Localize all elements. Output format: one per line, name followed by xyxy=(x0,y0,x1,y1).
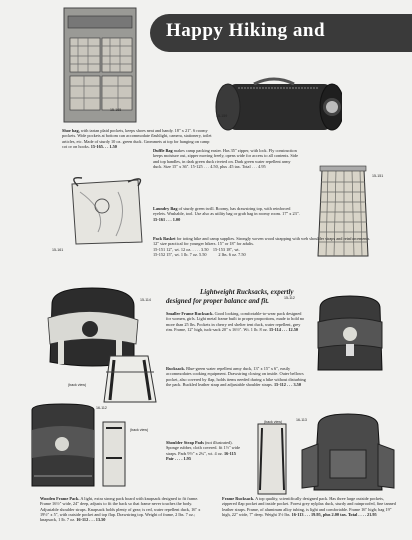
shoe-bag-title: Shoe bag, xyxy=(62,128,80,133)
smaller-frame-text: Good looking, comfortable-to-wear pack designed for women, girls. Light metal frame built to proper proportions, made to hold no more than 25 lbs. Pockets in cherry red shelter tent duck, water repellent, grey rim. Frame, 12" high, tuck-sack 20" x 16½". Wt. 1 lb. 8 oz. xyxy=(166,311,305,332)
large-rucksack-code: 15-112 xyxy=(284,296,295,300)
duffle-text: makes camp packing easier. Has 35" zipper, with lock. Fly construction keeps moisture out, zipper moving freely, opens wide for access to all contents. Side and top handles, in dark green duck riveted on. Dark green water repellent army duck. Size 15" x 36". 15-125 . . . 4.50, plus .45 tax. Total . . . 4.95 xyxy=(153,148,299,169)
shoe-bag-code: 15-165 xyxy=(110,108,122,112)
back-view-label-1: (back view) xyxy=(68,383,87,387)
duffle-bag-illustration xyxy=(214,70,342,144)
wooden-frame-title: Wooden Frame Pack. xyxy=(40,496,80,501)
frame-rucksack-price: 16-113 . . . 19.95, plus 2.00 tax. Total . . . . 21.95 xyxy=(291,511,377,517)
wooden-frame-back-illustration xyxy=(100,418,130,492)
laundry-bag-code: 15-161 xyxy=(52,248,64,252)
rucksack-price: 15-112 . . . 3.50 xyxy=(274,381,301,387)
smaller-frame-description xyxy=(166,311,306,332)
shoulder-pads-text: (not illustrated). Sponge rubber, cloth covered. fit 1½" wide straps. Pads 9½" x 2¾", wt. 4 oz. xyxy=(166,440,241,456)
smaller-frame-title: Smaller Frame Rucksack. xyxy=(166,311,214,316)
wooden-frame-description xyxy=(40,496,210,522)
shoulder-pads-description xyxy=(166,440,240,461)
rucksack-text: Blue-green water repellent army duck, 13" x 15" x 6", easily accommodates cooking equipment. Drawstring closing on inside. Outer bellows pocket, also covered by flap, holds items needed during a hike without disturbing the pack. Buckled leather strap and adjustable shoulder straps. xyxy=(166,366,306,387)
duffle-bag-code: 15-159 xyxy=(216,114,228,118)
back-view-label-3: (back view) xyxy=(264,420,283,424)
duffle-title: Duffle Bag xyxy=(153,148,173,153)
banner-title: Happy Hiking and xyxy=(166,20,326,41)
frame-rucksack-back-illustration xyxy=(254,420,292,502)
wooden-frame-text: A light, extra strong pack board with knapsack designed to fit frame. Frame 16½" wide, 24" deep, adjusts to fit the back so that frame never touches the body. Adjustable shoulder straps. Knapsack holds plenty of gear; is red, water repellent duck, 16" x 19½" x 5", with outside pocket and top flap. Drawstring top. Weight of frame, 2 lbs. 7 oz.; knapsack, 1 lb. 7 oz. xyxy=(40,496,201,523)
rucksacks-header-line-1: Lightweight Rucksacks, expertly xyxy=(200,288,294,296)
small-rucksack-back-illustration xyxy=(96,352,164,408)
rucksack-description xyxy=(166,366,306,387)
shoulder-pads-price: 16-115 Pair . . . . 1.95 xyxy=(166,450,236,461)
back-view-label-2: (back view) xyxy=(130,428,149,432)
rucksack-title: Rucksack. xyxy=(166,366,185,371)
laundry-text: of sturdy green twill. Roomy, has drawstring top, with reinforced eyelets. Washable, tool. Use also as utility bag or grab bag in roomy room. 17" x 23". xyxy=(153,206,300,217)
frame-rucksack-illustration xyxy=(298,410,398,496)
shoe-bag-text: with tartan plaid pockets, keeps shoes neat and handy. 18" x 21". 6 roomy pockets. Wide pockets at bottom can accommodate flashlight, camera, stationery, toilet articles, etc. Made of sturdy 10 oz. green duck. Grommets at top for hanging on camp cot or on hooks. xyxy=(62,128,212,149)
laundry-price: 15-161 . . . 1.00 xyxy=(153,216,181,222)
laundry-bag-illustration xyxy=(58,172,152,254)
wooden-frame-code: 16-112 xyxy=(96,406,107,410)
wooden-frame-pack-illustration xyxy=(26,402,100,494)
laundry-title: Laundry Bag xyxy=(153,206,178,211)
laundry-description xyxy=(153,206,301,222)
duffle-description xyxy=(153,148,301,169)
frame-rucksack-text: A top quality, scientifically designed pack. Has three large outside pockets, zippered flap pocket and inside pocket. Forest grey nylplax duck, sturdy and rainproofed, fine tanned leather straps. Frame, of aluminum alloy tubing, is light and comfortable. Frame 16" high; bag 19" high, 22" wide, 7" deep. Weight 3½ lbs. xyxy=(222,496,396,517)
smaller-frame-price: 15-114 . . . 12.50 xyxy=(268,326,299,332)
rucksacks-header-line-2: designed for proper balance and fit. xyxy=(166,296,270,305)
pack-basket-text: for toting hike and camp supplies. Strongly woven wood strapping with web shoulder straps and reinforcements. 12" size practical for younger hikers. 15" or 18" for adults. xyxy=(153,236,371,247)
shoe-bag-price: 15-165. . . 1.50 xyxy=(90,143,117,149)
pack-basket-row-1: 15-151 12", wt. 12 oz. . . . . 3.50 15-153 18", wt. xyxy=(153,246,240,252)
wooden-frame-price: 16-112 . . . 13.50 xyxy=(76,517,106,523)
shoulder-pads-title: Shoulder Strap Pads xyxy=(166,440,204,445)
page-banner xyxy=(150,14,412,52)
frame-rucksack-title: Frame Rucksack. xyxy=(222,496,255,501)
large-rucksack-illustration xyxy=(312,292,388,376)
frame-rucksack-description xyxy=(222,496,396,517)
pack-basket-row-2: 15-152 15", wt. 1 lb. 7 oz. 5.50 2 lbs. 6 oz. 7.50 xyxy=(153,251,246,257)
pack-basket-title: Pack Basket xyxy=(153,236,176,241)
pack-basket-code: 15-151 xyxy=(372,174,384,178)
shoe-bag-illustration xyxy=(62,6,138,124)
pack-basket-description xyxy=(153,236,373,257)
shoe-bag-description xyxy=(62,128,214,149)
small-rucksack-code: 15-114 xyxy=(140,298,151,302)
frame-rucksack-code: 16-113 xyxy=(296,418,307,422)
